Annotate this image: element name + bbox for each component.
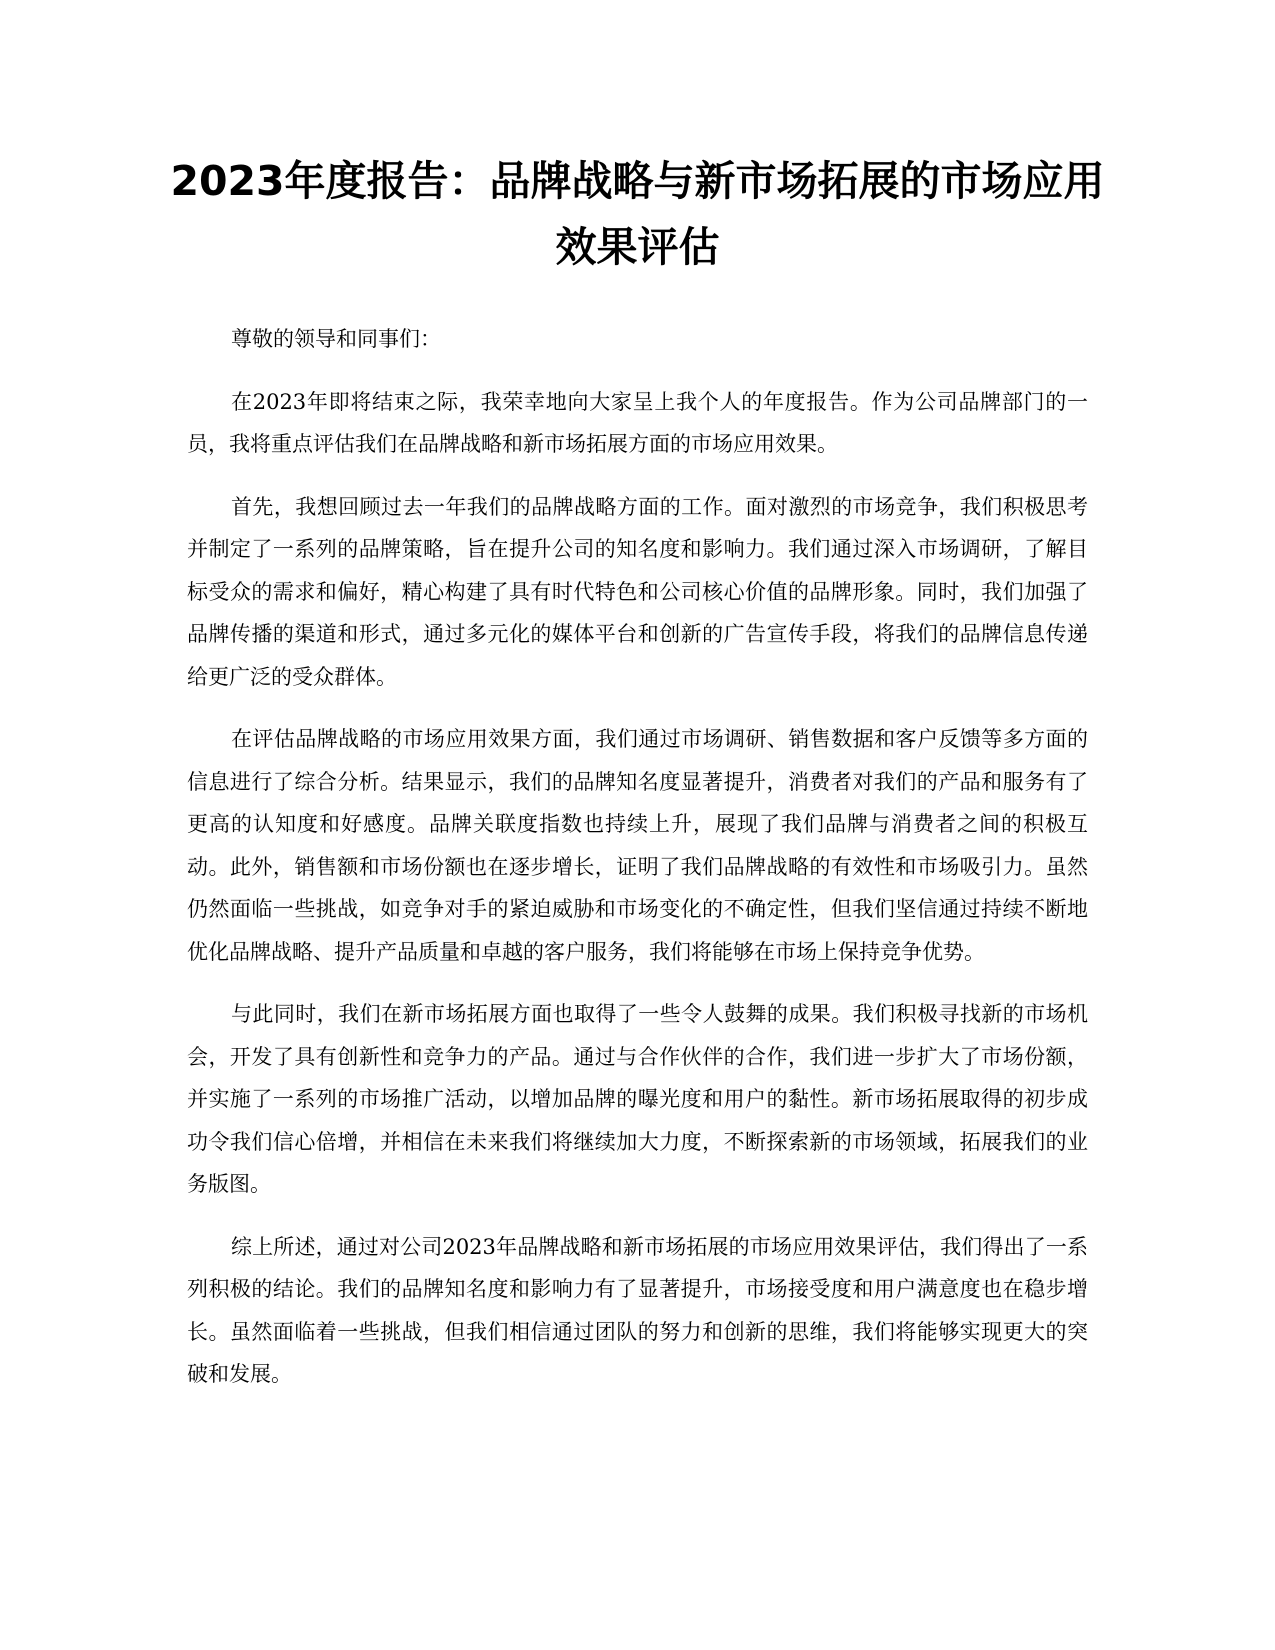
paragraph-brand-strategy-evaluation: 在评估品牌战略的市场应用效果方面，我们通过市场调研、销售数据和客户反馈等多方面的信息进行了综合分析。结果显示，我们的品牌知名度显著提升，消费者对我们的产品和服务有了更高的认知度和好感度。品牌关联度指数也持续上升，展现了我们品牌与消费者之间的积极互动。此外，销售额和市场份额也在逐步增长，证明了我们品牌战略的有效性和市场吸引力。虽然仍然面临一些挑战，如竞争对手的紧迫威胁和市场变化的不确定性，但我们坚信通过持续不断地优化品牌战略、提升产品质量和卓越的客户服务，我们将能够在市场上保持竞争优势。 [187, 727, 1088, 964]
paragraph-new-market-expansion: 与此同时，我们在新市场拓展方面也取得了一些令人鼓舞的成果。我们积极寻找新的市场机会，开发了具有创新性和竞争力的产品。通过与合作伙伴的合作，我们进一步扩大了市场份额，并实施了一系列的市场推广活动，以增加品牌的曝光度和用户的黏性。新市场拓展取得的初步成功令我们信心倍增，并相信在未来我们将继续加大力度，不断探索新的市场领域，拓展我们的业务版图。 [187, 1002, 1088, 1196]
paragraph-intro: 在2023年即将结束之际，我荣幸地向大家呈上我个人的年度报告。作为公司品牌部门的一员，我将重点评估我们在品牌战略和新市场拓展方面的市场应用效果。 [187, 389, 1088, 456]
document-title: 2023年度报告：品牌战略与新市场拓展的市场应用效果评估 [170, 157, 1105, 271]
document-body [187, 318, 1088, 1416]
paragraph-brand-strategy-review: 首先，我想回顾过去一年我们的品牌战略方面的工作。面对激烈的市场竞争，我们积极思考并制定了一系列的品牌策略，旨在提升公司的知名度和影响力。我们通过深入市场调研，了解目标受众的需求和偏好，精心构建了具有时代特色和公司核心价值的品牌形象。同时，我们加强了品牌传播的渠道和形式，通过多元化的媒体平台和创新的广告宣传手段，将我们的品牌信息传递给更广泛的受众群体。 [187, 494, 1088, 689]
paragraph-greeting: 尊敬的领导和同事们： [231, 327, 441, 351]
paragraph-conclusion: 综上所述，通过对公司2023年品牌战略和新市场拓展的市场应用效果评估，我们得出了一系列积极的结论。我们的品牌知名度和影响力有了显著提升，市场接受度和用户满意度也在稳步增长。虽然面临着一些挑战，但我们相信通过团队的努力和创新的思维，我们将能够实现更大的突破和发展。 [187, 1234, 1088, 1386]
